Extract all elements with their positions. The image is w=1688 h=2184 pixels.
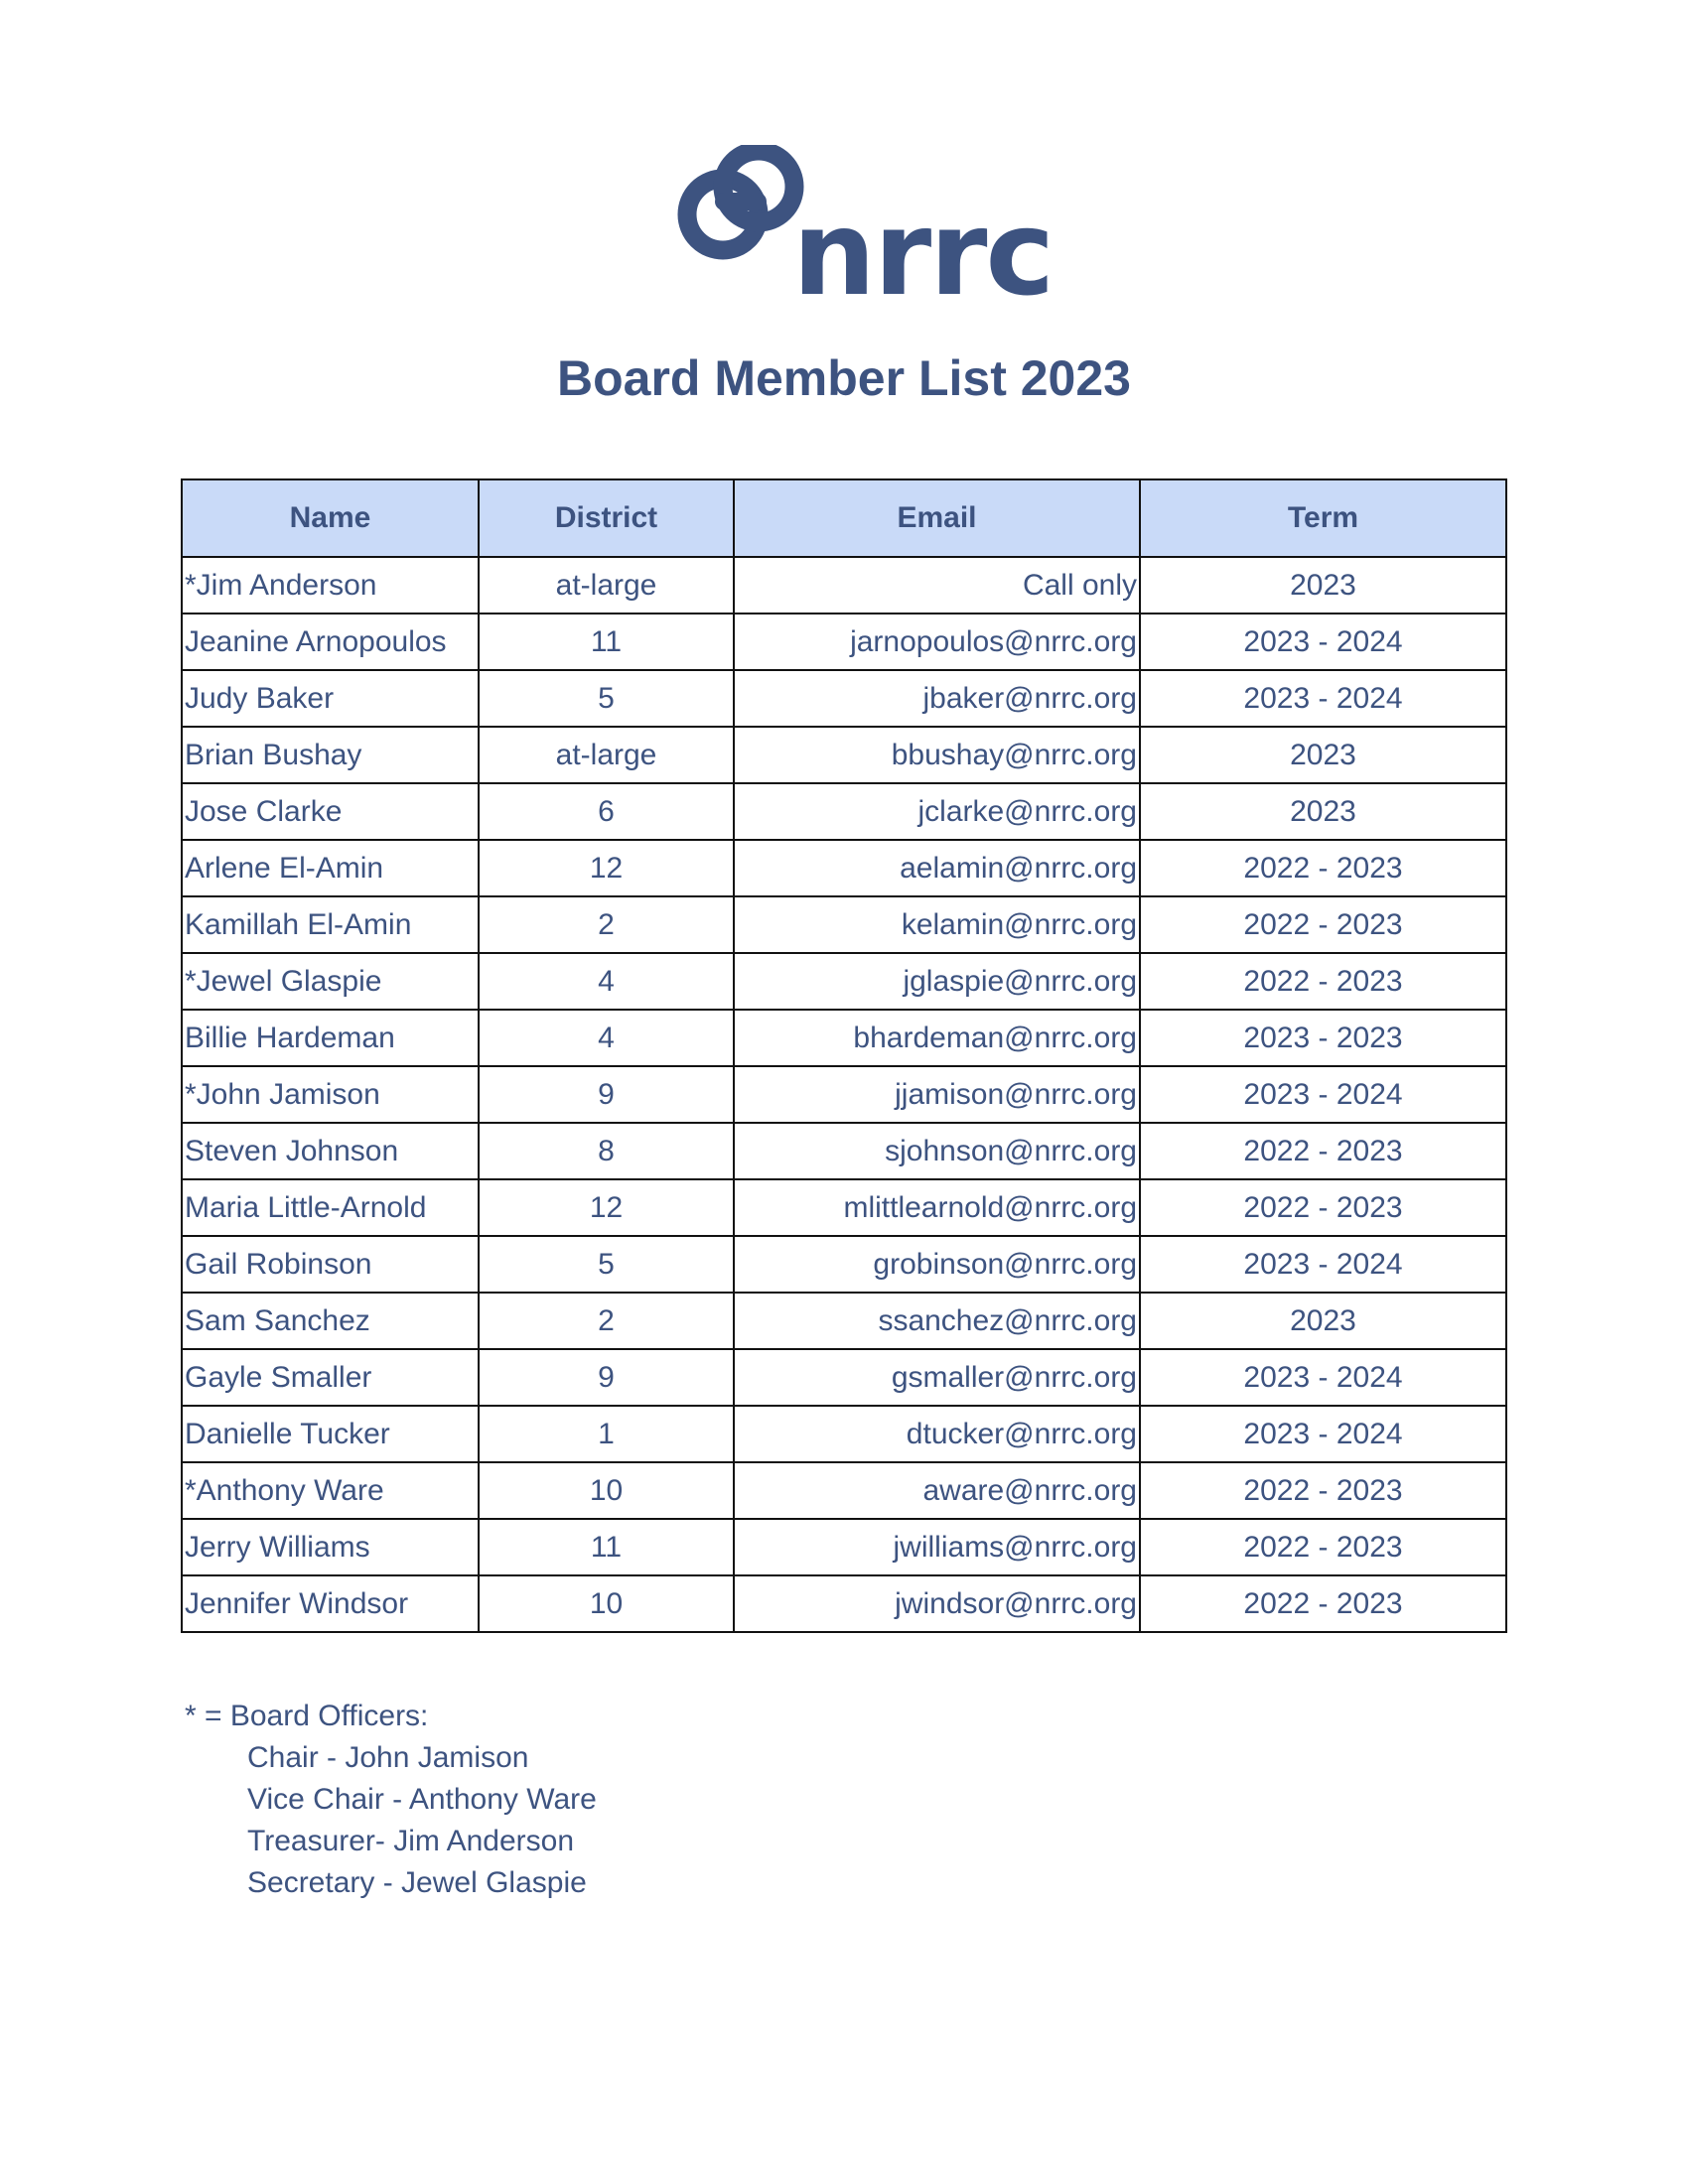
officer-treasurer: Treasurer- Jim Anderson xyxy=(247,1825,575,1857)
officers-heading: * = Board Officers: xyxy=(185,1700,429,1732)
cell-email: jwindsor@nrrc.org xyxy=(734,1575,1140,1632)
cell-district: 10 xyxy=(479,1462,734,1519)
table-row xyxy=(182,1462,1506,1519)
header-term: Term xyxy=(1140,479,1506,557)
cell-term: 2022 - 2023 xyxy=(1140,1519,1506,1575)
cell-term: 2023 xyxy=(1140,1293,1506,1349)
table-row xyxy=(182,727,1506,783)
cell-term: 2023 - 2024 xyxy=(1140,614,1506,670)
nrrc-logo xyxy=(655,145,1053,304)
board-member-table xyxy=(181,478,1507,1633)
cell-term: 2023 - 2024 xyxy=(1140,1066,1506,1123)
cell-term: 2022 - 2023 xyxy=(1140,896,1506,953)
cell-term: 2022 - 2023 xyxy=(1140,840,1506,896)
cell-term: 2022 - 2023 xyxy=(1140,1123,1506,1179)
cell-name: Jerry Williams xyxy=(182,1519,479,1575)
cell-email: jbaker@nrrc.org xyxy=(734,670,1140,727)
table-row xyxy=(182,840,1506,896)
table-row xyxy=(182,1349,1506,1406)
cell-term: 2022 - 2023 xyxy=(1140,953,1506,1010)
cell-email: jglaspie@nrrc.org xyxy=(734,953,1140,1010)
cell-district: 5 xyxy=(479,1236,734,1293)
cell-district: 12 xyxy=(479,1179,734,1236)
table-row xyxy=(182,670,1506,727)
officer-vice-chair: Vice Chair - Anthony Ware xyxy=(247,1783,597,1816)
officer-secretary: Secretary - Jewel Glaspie xyxy=(247,1866,587,1899)
cell-name: Gayle Smaller xyxy=(182,1349,479,1406)
cell-name: *Anthony Ware xyxy=(182,1462,479,1519)
cell-district: 2 xyxy=(479,1293,734,1349)
cell-email: dtucker@nrrc.org xyxy=(734,1406,1140,1462)
cell-name: Steven Johnson xyxy=(182,1123,479,1179)
cell-term: 2022 - 2023 xyxy=(1140,1575,1506,1632)
cell-district: 4 xyxy=(479,953,734,1010)
cell-email: mlittlearnold@nrrc.org xyxy=(734,1179,1140,1236)
cell-name: *Jim Anderson xyxy=(182,557,479,614)
cell-name: Danielle Tucker xyxy=(182,1406,479,1462)
table-header-row xyxy=(182,479,1506,557)
cell-district: 11 xyxy=(479,614,734,670)
cell-name: Billie Hardeman xyxy=(182,1010,479,1066)
cell-name: *Jewel Glaspie xyxy=(182,953,479,1010)
cell-district: 8 xyxy=(479,1123,734,1179)
logo-wordmark: nrrc xyxy=(792,185,1053,304)
cell-email: kelamin@nrrc.org xyxy=(734,896,1140,953)
cell-email: jarnopoulos@nrrc.org xyxy=(734,614,1140,670)
cell-district: at-large xyxy=(479,557,734,614)
cell-name: Kamillah El-Amin xyxy=(182,896,479,953)
cell-email: aelamin@nrrc.org xyxy=(734,840,1140,896)
cell-term: 2023 - 2024 xyxy=(1140,1236,1506,1293)
cell-email: jwilliams@nrrc.org xyxy=(734,1519,1140,1575)
cell-name: Arlene El-Amin xyxy=(182,840,479,896)
table-row xyxy=(182,783,1506,840)
header-district: District xyxy=(479,479,734,557)
cell-email: Call only xyxy=(734,557,1140,614)
cell-district: 6 xyxy=(479,783,734,840)
cell-district: 2 xyxy=(479,896,734,953)
header-name: Name xyxy=(182,479,479,557)
cell-email: jjamison@nrrc.org xyxy=(734,1066,1140,1123)
cell-term: 2022 - 2023 xyxy=(1140,1179,1506,1236)
table-row xyxy=(182,1236,1506,1293)
cell-email: bhardeman@nrrc.org xyxy=(734,1010,1140,1066)
cell-term: 2023 xyxy=(1140,727,1506,783)
cell-term: 2023 xyxy=(1140,557,1506,614)
cell-email: gsmaller@nrrc.org xyxy=(734,1349,1140,1406)
cell-name: *John Jamison xyxy=(182,1066,479,1123)
cell-district: 12 xyxy=(479,840,734,896)
cell-district: 9 xyxy=(479,1066,734,1123)
cell-term: 2023 - 2023 xyxy=(1140,1010,1506,1066)
page-title: Board Member List 2023 xyxy=(557,350,1131,406)
table-row xyxy=(182,1293,1506,1349)
table-row xyxy=(182,614,1506,670)
cell-email: jclarke@nrrc.org xyxy=(734,783,1140,840)
cell-email: aware@nrrc.org xyxy=(734,1462,1140,1519)
cell-email: grobinson@nrrc.org xyxy=(734,1236,1140,1293)
cell-term: 2022 - 2023 xyxy=(1140,1462,1506,1519)
cell-term: 2023 - 2024 xyxy=(1140,1406,1506,1462)
cell-name: Jeanine Arnopoulos xyxy=(182,614,479,670)
header-email: Email xyxy=(734,479,1140,557)
cell-email: ssanchez@nrrc.org xyxy=(734,1293,1140,1349)
table-row xyxy=(182,1519,1506,1575)
cell-district: 5 xyxy=(479,670,734,727)
table-row xyxy=(182,1575,1506,1632)
cell-district: 9 xyxy=(479,1349,734,1406)
cell-name: Gail Robinson xyxy=(182,1236,479,1293)
cell-term: 2023 xyxy=(1140,783,1506,840)
table-row xyxy=(182,557,1506,614)
cell-district: 11 xyxy=(479,1519,734,1575)
cell-name: Brian Bushay xyxy=(182,727,479,783)
officer-chair: Chair - John Jamison xyxy=(247,1741,529,1774)
table-row xyxy=(182,953,1506,1010)
cell-name: Jose Clarke xyxy=(182,783,479,840)
linked-rings-logo-icon xyxy=(655,145,1053,304)
cell-name: Judy Baker xyxy=(182,670,479,727)
table-row xyxy=(182,1123,1506,1179)
table-row xyxy=(182,1066,1506,1123)
cell-district: 1 xyxy=(479,1406,734,1462)
cell-name: Sam Sanchez xyxy=(182,1293,479,1349)
table-row xyxy=(182,1179,1506,1236)
table-row xyxy=(182,896,1506,953)
cell-term: 2023 - 2024 xyxy=(1140,670,1506,727)
table-row xyxy=(182,1406,1506,1462)
cell-email: sjohnson@nrrc.org xyxy=(734,1123,1140,1179)
table-row xyxy=(182,1010,1506,1066)
cell-email: bbushay@nrrc.org xyxy=(734,727,1140,783)
cell-term: 2023 - 2024 xyxy=(1140,1349,1506,1406)
board-officers-note xyxy=(185,1696,597,1904)
cell-name: Jennifer Windsor xyxy=(182,1575,479,1632)
cell-district: at-large xyxy=(479,727,734,783)
cell-district: 10 xyxy=(479,1575,734,1632)
cell-district: 4 xyxy=(479,1010,734,1066)
cell-name: Maria Little-Arnold xyxy=(182,1179,479,1236)
